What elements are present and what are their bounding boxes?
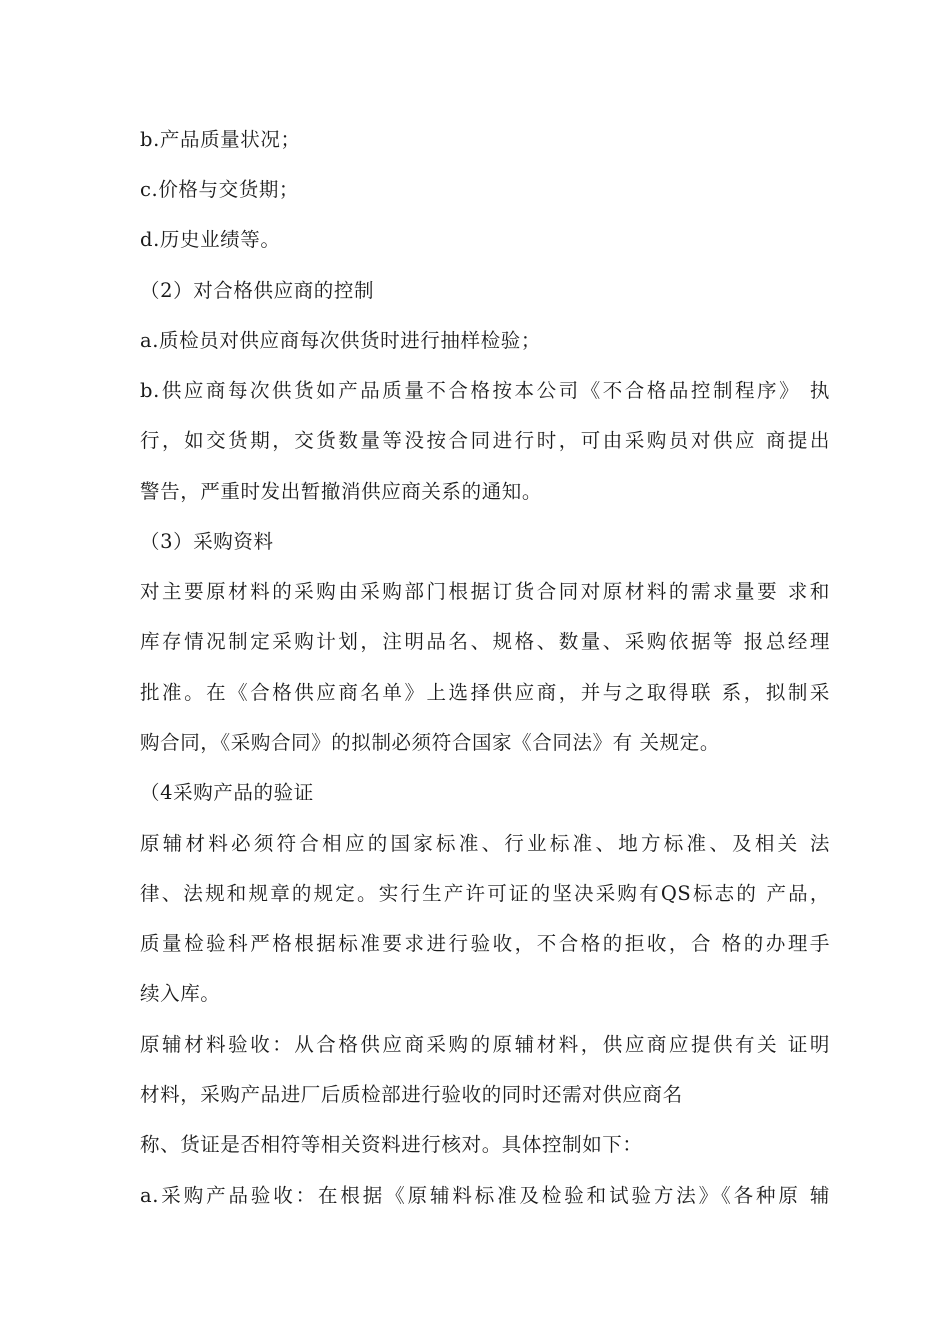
section-heading-2: （2）对合格供应商的控制 [140,279,375,302]
paragraph-line: 购合同，《采购合同》的拟制必须符合国家《合同法》有 关规定。 [140,731,720,754]
text-line-c-price: c.价格与交货期； [140,178,300,201]
section-heading-3: （3）采购资料 [140,530,274,553]
paragraph-line: b.供应商每次供货如产品质量不合格按本公司《不合格品控制程序》 执 [140,379,830,402]
text-line-a-inspection: a.质检员对供应商每次供货时进行抽样检验； [140,329,541,352]
paragraph-line: 行，如交货期，交货数量等没按合同进行时，可由采购员对供应 商提出 [140,429,830,452]
paragraph-line: 原辅材料验收：从合格供应商采购的原辅材料，供应商应提供有关 证明 [140,1033,830,1056]
paragraph-line: a.采购产品验收：在根据《原辅料标准及检验和试验方法》《各种原 辅 [140,1184,830,1207]
paragraph-line: 原辅材料必须符合相应的国家标准、行业标准、地方标准、及相关 法 [140,832,830,855]
paragraph-line: 批准。在《合格供应商名单》上选择供应商，并与之取得联 系，拟制采 [140,681,830,704]
paragraph-line: 续入库。 [140,982,221,1005]
paragraph-line: 警告，严重时发出暂撤消供应商关系的通知。 [140,480,543,503]
text-line-d-history: d.历史业绩等。 [140,228,281,251]
paragraph-line: 称、货证是否相符等相关资料进行核对。具体控制如下： [140,1133,643,1156]
text-line-b-quality: b.产品质量状况； [140,128,301,151]
section-heading-4: （4采购产品的验证 [140,781,314,804]
paragraph-line: 库存情况制定采购计划，注明品名、规格、数量、采购依据等 报总经理 [140,630,830,653]
paragraph-line: 律、法规和规章的规定。实行生产许可证的坚决采购有QS标志的 产品， [140,882,830,905]
paragraph-line: 材料，采购产品进厂后质检部进行验收的同时还需对供应商名 [140,1083,683,1106]
paragraph-line: 对主要原材料的采购由采购部门根据订货合同对原材料的需求量要 求和 [140,580,830,603]
paragraph-line: 质量检验科严格根据标准要求进行验收，不合格的拒收，合 格的办理手 [140,932,830,955]
